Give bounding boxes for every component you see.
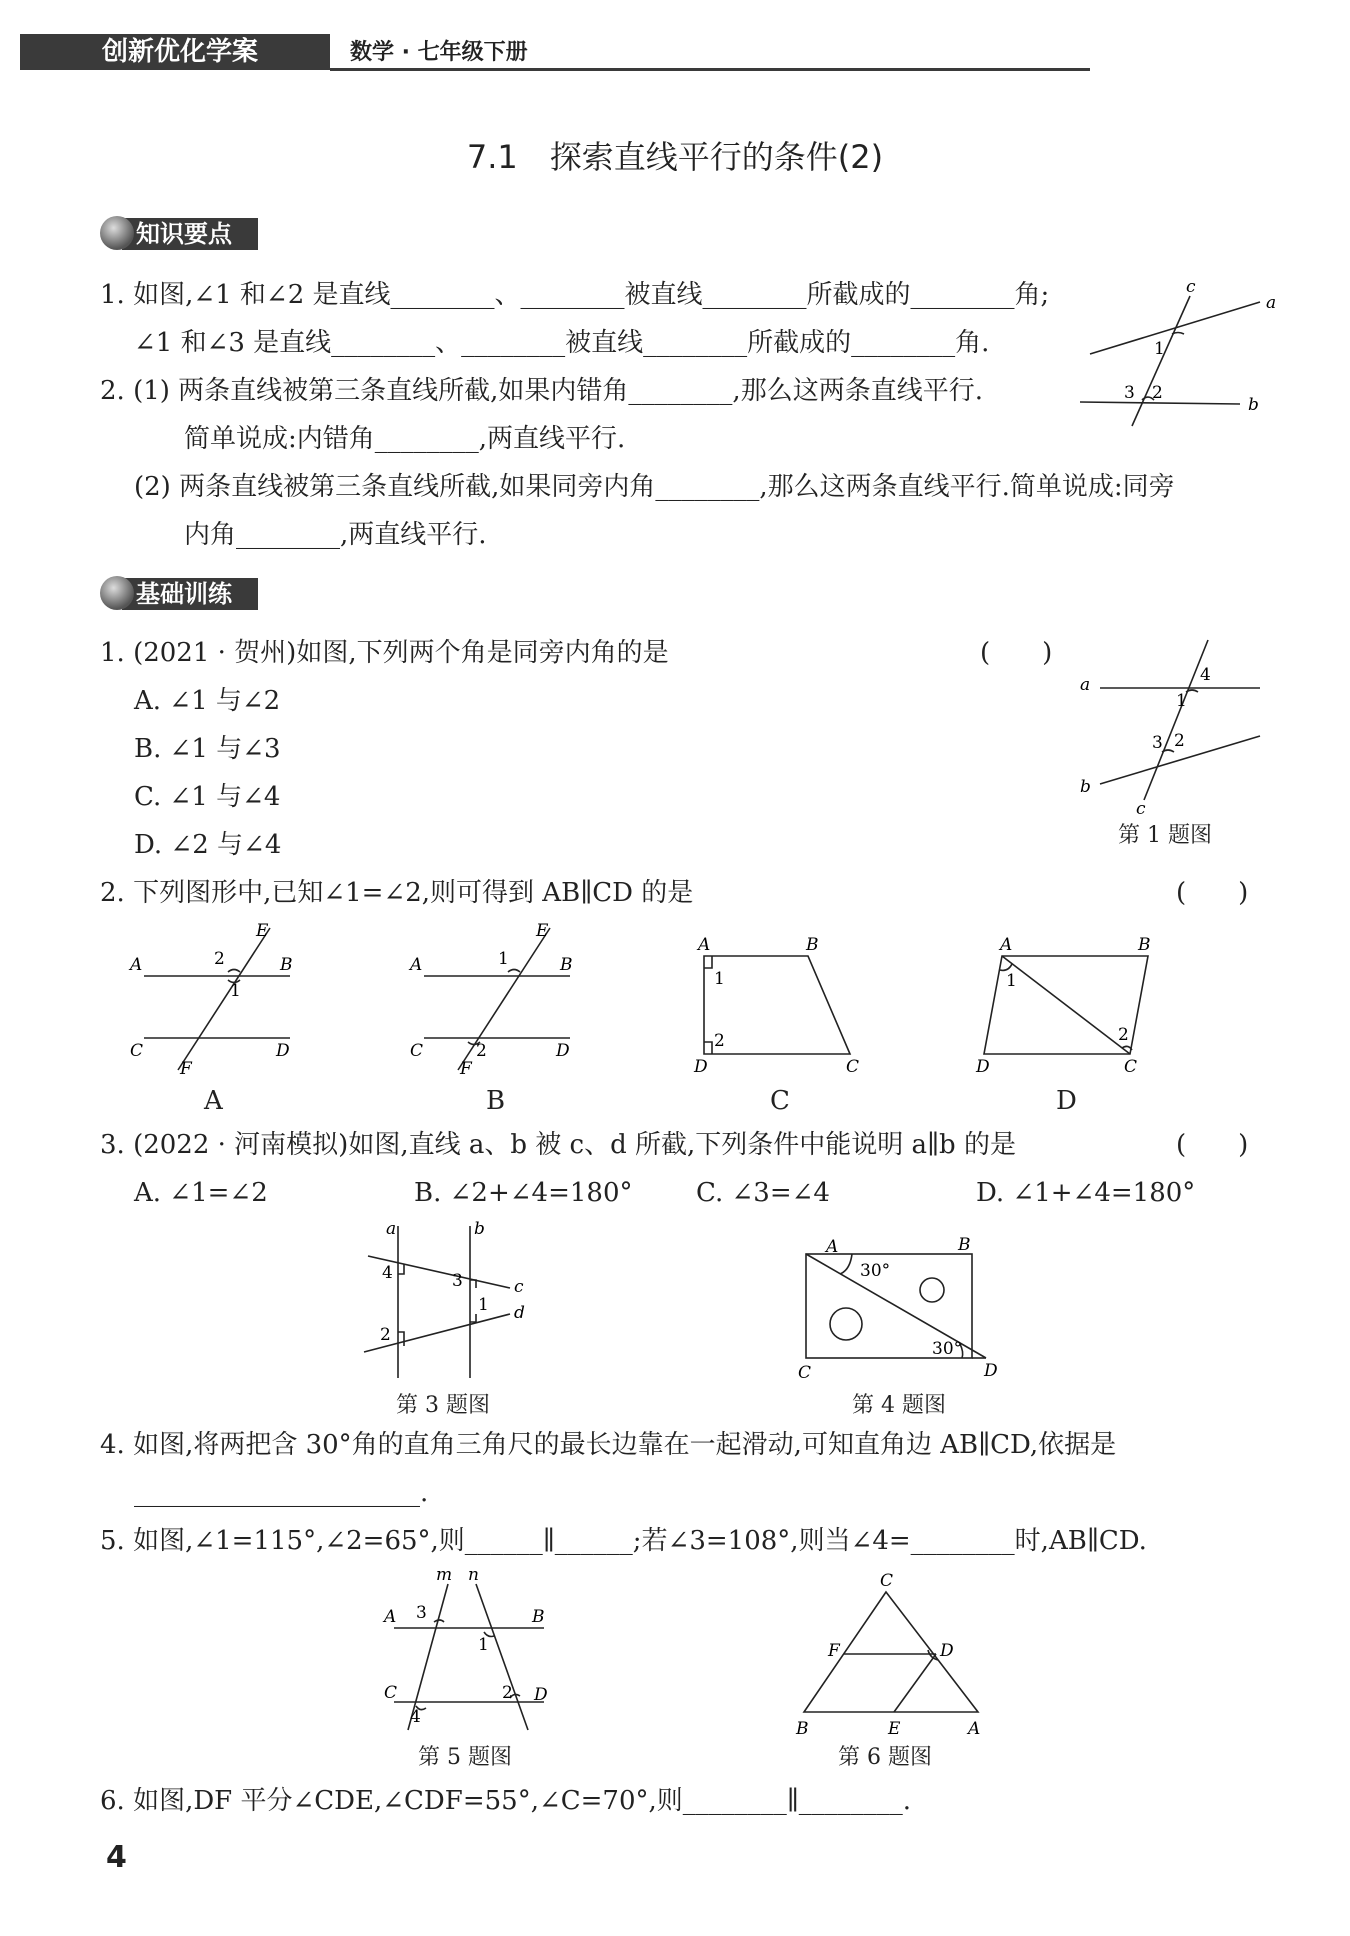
svg-text:C: C [846, 1057, 860, 1077]
svg-text:1: 1 [1154, 339, 1165, 359]
svg-text:b: b [474, 1219, 485, 1239]
basic-q5-caption: 第 5 题图 [418, 1745, 512, 1770]
svg-text:d: d [514, 1303, 525, 1323]
basic-q1-option-a[interactable]: A. ∠1 与∠2 [134, 686, 281, 716]
svg-text:D: D [556, 1041, 570, 1061]
svg-text:a: a [1266, 293, 1277, 313]
svg-text:C: C [1124, 1057, 1138, 1077]
basic-q2-stem: 2. 下列图形中,已知∠1=∠2,则可得到 AB∥CD 的是 [100, 878, 694, 908]
svg-text:1: 1 [714, 969, 725, 989]
basic-q4-stem: 4. 如图,将两把含 30°角的直角三角尺的最长边靠在一起滑动,可知直角边 AB∥CD,依据是 [100, 1430, 1117, 1460]
knowledge-q1-line1: 1. 如图,∠1 和∠2 是直线________、________被直线________所截成的________角; [100, 280, 1050, 310]
svg-text:A: A [968, 1719, 981, 1739]
svg-text:4: 4 [1200, 665, 1211, 685]
svg-text:2: 2 [714, 1031, 725, 1051]
svg-text:1: 1 [1006, 971, 1017, 991]
page-header [20, 30, 1080, 74]
basic-q2-figure-d [970, 930, 1160, 1080]
bulb-icon [100, 216, 134, 250]
svg-text:A: A [1000, 935, 1013, 955]
svg-text:B: B [796, 1719, 809, 1739]
basic-q3-caption: 第 3 题图 [396, 1393, 490, 1418]
basic-q4-blank[interactable]: ______________________. [134, 1478, 429, 1508]
basic-q3-answer-paren: ( ) [1176, 1130, 1249, 1160]
svg-text:E: E [888, 1719, 901, 1739]
svg-text:2: 2 [380, 1325, 391, 1345]
svg-text:4: 4 [382, 1263, 393, 1283]
basic-q2-label-d[interactable]: D [1056, 1086, 1077, 1116]
basic-q2-figure-c [690, 930, 870, 1080]
svg-text:D: D [276, 1041, 290, 1061]
svg-text:2: 2 [1174, 731, 1185, 751]
basic-q3-stem: 3. (2022 · 河南模拟)如图,直线 a、b 被 c、d 所截,下列条件中能说明 a∥b 的是 [100, 1130, 1016, 1160]
basic-q1-figure [1080, 634, 1280, 819]
svg-text:D: D [976, 1057, 990, 1077]
basic-q1-option-c[interactable]: C. ∠1 与∠4 [134, 782, 281, 812]
svg-text:2: 2 [1152, 383, 1163, 403]
svg-text:1: 1 [498, 949, 509, 969]
basic-q1-option-b[interactable]: B. ∠1 与∠3 [134, 734, 281, 764]
svg-text:A: A [384, 1607, 397, 1627]
svg-text:2: 2 [214, 949, 225, 969]
basic-q3-option-a[interactable]: A. ∠1=∠2 [134, 1178, 268, 1208]
svg-text:1: 1 [478, 1635, 489, 1655]
svg-text:A: A [826, 1237, 839, 1257]
svg-text:b: b [1080, 777, 1091, 797]
svg-text:30°: 30° [932, 1339, 963, 1359]
svg-text:b: b [1248, 395, 1259, 415]
knowledge-q2-1-line1: 2. (1) 两条直线被第三条直线所截,如果内错角________,那么这两条直线平行. [100, 376, 983, 406]
basic-q1-stem: 1. (2021 · 贺州)如图,下列两个角是同旁内角的是 [100, 638, 669, 668]
header-brand: 创新优化学案 [102, 37, 259, 67]
basic-q2-label-a[interactable]: A [204, 1086, 223, 1116]
svg-text:D: D [984, 1361, 998, 1381]
svg-text:D: D [940, 1641, 954, 1661]
svg-text:E: E [536, 921, 549, 941]
svg-text:A: A [698, 935, 711, 955]
svg-text:C: C [798, 1363, 812, 1383]
svg-text:m: m [436, 1565, 453, 1585]
svg-text:c: c [1136, 799, 1146, 819]
header-subject: 数学 · 七年级下册 [350, 40, 528, 65]
svg-text:2: 2 [476, 1041, 487, 1061]
svg-text:D: D [694, 1057, 708, 1077]
basic-q2-label-b[interactable]: B [486, 1086, 506, 1116]
basic-q2-figure-b [410, 920, 580, 1080]
svg-text:C: C [880, 1571, 894, 1591]
svg-text:c: c [1186, 277, 1196, 297]
basic-q3-option-d[interactable]: D. ∠1+∠4=180° [976, 1178, 1196, 1208]
svg-text:A: A [130, 955, 143, 975]
svg-text:C: C [384, 1683, 398, 1703]
svg-text:a: a [1080, 675, 1091, 695]
page-title: 7.1 探索直线平行的条件(2) [466, 138, 884, 176]
svg-text:1: 1 [230, 981, 241, 1001]
svg-text:4: 4 [410, 1707, 421, 1727]
basic-q6-stem: 6. 如图,DF 平分∠CDE,∠CDF=55°,∠C=70°,则________∥________. [100, 1786, 912, 1816]
basic-q5-figure [378, 1565, 558, 1740]
basic-q4-figure [790, 1235, 1010, 1383]
svg-text:B: B [958, 1235, 971, 1255]
svg-text:3: 3 [1152, 733, 1163, 753]
section-basic-badge [100, 576, 260, 610]
svg-text:B: B [806, 935, 819, 955]
svg-text:3: 3 [1124, 383, 1135, 403]
page-number: 4 [106, 1840, 127, 1875]
basic-q2-figure-a [130, 920, 300, 1080]
basic-q3-option-b[interactable]: B. ∠2+∠4=180° [414, 1178, 633, 1208]
svg-text:n: n [468, 1565, 479, 1585]
basic-q6-caption: 第 6 题图 [838, 1745, 932, 1770]
svg-text:F: F [460, 1059, 472, 1079]
basic-q1-answer-paren: ( ) [980, 638, 1053, 668]
knowledge-q2-2-line1: (2) 两条直线被第三条直线所截,如果同旁内角________,那么这两条直线平行.简单说成:同旁 [134, 472, 1175, 502]
section-basic-label: 基础训练 [136, 580, 232, 608]
basic-q5-stem: 5. 如图,∠1=115°,∠2=65°,则______∥______;若∠3=108°,则当∠4=________时,AB∥CD. [100, 1526, 1147, 1556]
basic-q3-option-c[interactable]: C. ∠3=∠4 [696, 1178, 830, 1208]
svg-text:30°: 30° [860, 1261, 891, 1281]
svg-text:3: 3 [416, 1603, 427, 1623]
svg-text:1: 1 [478, 1295, 489, 1315]
basic-q1-option-d[interactable]: D. ∠2 与∠4 [134, 830, 282, 860]
svg-text:2: 2 [1118, 1025, 1129, 1045]
svg-text:A: A [410, 955, 423, 975]
svg-text:2: 2 [502, 1683, 513, 1703]
basic-q6-figure [790, 1566, 990, 1739]
svg-text:1: 1 [1176, 691, 1187, 711]
svg-text:C: C [410, 1041, 424, 1061]
svg-text:c: c [514, 1277, 524, 1297]
svg-text:B: B [560, 955, 573, 975]
basic-q4-caption: 第 4 题图 [852, 1393, 946, 1418]
knowledge-figure [1080, 270, 1280, 430]
section-knowledge-label: 知识要点 [136, 220, 232, 248]
bulb-icon [100, 576, 134, 610]
knowledge-q2-2-line2: 内角________,两直线平行. [184, 520, 487, 550]
basic-q3-figure [360, 1219, 540, 1382]
basic-q1-caption: 第 1 题图 [1118, 823, 1212, 848]
svg-text:B: B [1138, 935, 1151, 955]
knowledge-q2-1-line2: 简单说成:内错角________,两直线平行. [184, 424, 626, 454]
svg-text:F: F [180, 1059, 192, 1079]
knowledge-q1-line2: ∠1 和∠3 是直线________、________被直线________所截成的________角. [134, 328, 990, 358]
svg-text:B: B [280, 955, 293, 975]
section-knowledge-badge [100, 216, 260, 250]
svg-text:a: a [386, 1219, 397, 1239]
basic-q2-answer-paren: ( ) [1176, 878, 1249, 908]
svg-text:F: F [828, 1641, 840, 1661]
svg-text:B: B [532, 1607, 545, 1627]
svg-text:3: 3 [452, 1271, 463, 1291]
svg-text:E: E [256, 921, 269, 941]
basic-q2-label-c[interactable]: C [770, 1086, 790, 1116]
svg-text:D: D [534, 1685, 548, 1705]
svg-text:C: C [130, 1041, 144, 1061]
